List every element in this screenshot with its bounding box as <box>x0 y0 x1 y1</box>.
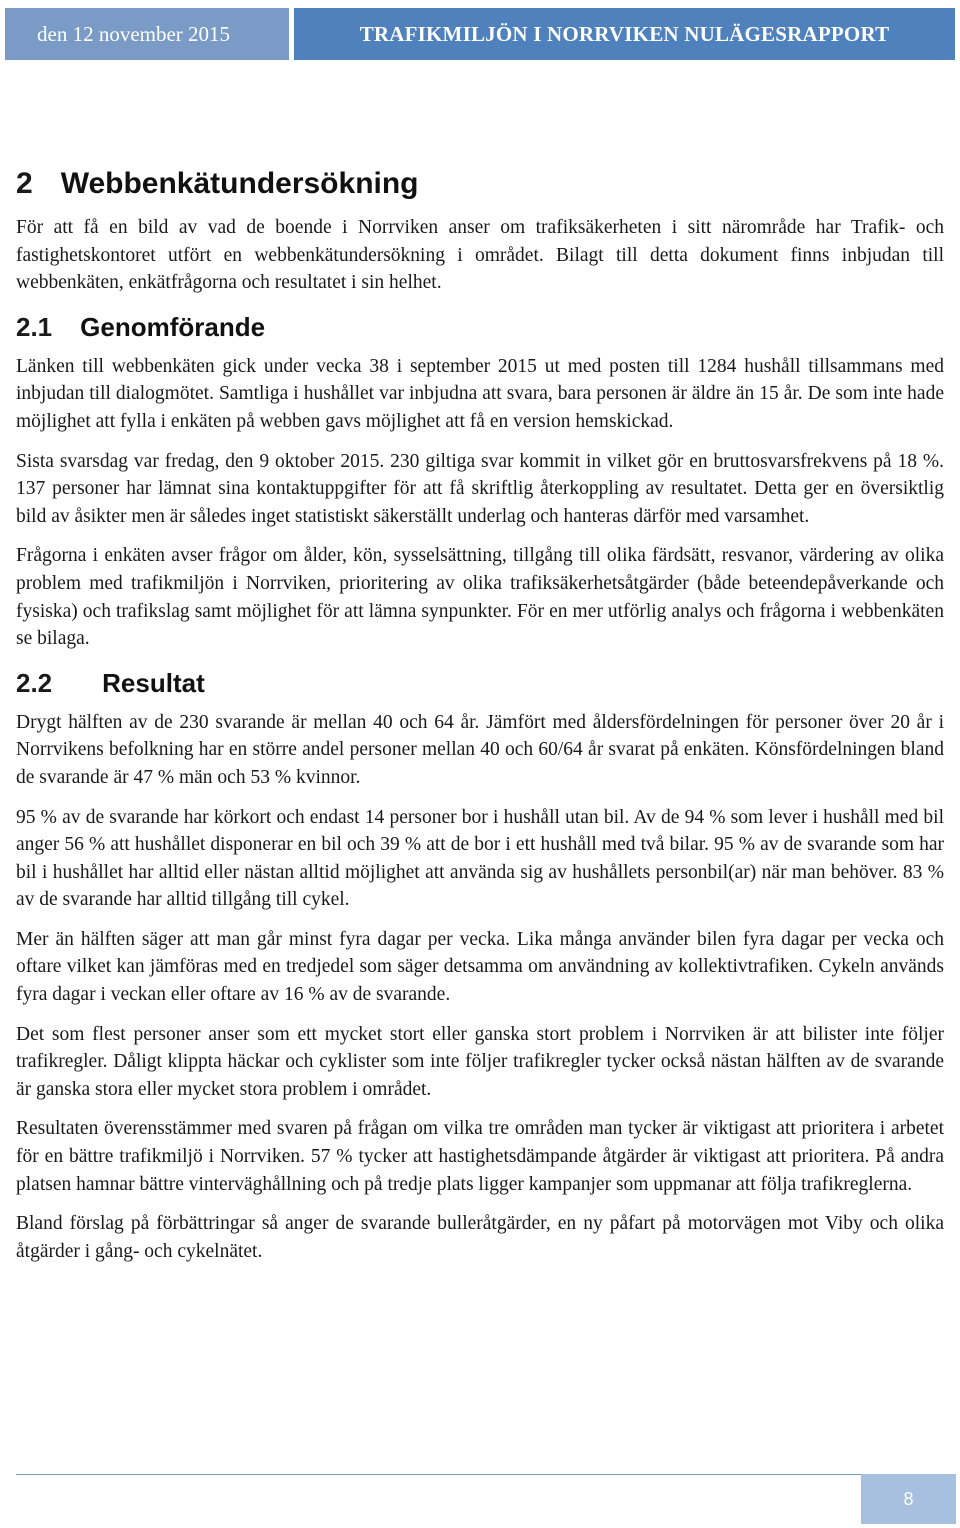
subsection-number: 2.2 <box>16 667 53 698</box>
section-number: 2 <box>16 167 33 200</box>
footer-divider <box>16 1474 956 1475</box>
section-intro-paragraph: För att få en bild av vad de boende i Norrviken anser om trafiksäkerheten i sitt närområde har Trafik- och fastighetskontoret utfört en webbenkätundersökning i området. Bilagt till detta dokument finns inbjudan till webbenkäten, enkätfrågorna och resultatet i sin helhet. <box>16 217 944 294</box>
page-number: 8 <box>861 1474 956 1524</box>
subsection-heading-genomforande <box>16 309 944 345</box>
header-date: den 12 november 2015 <box>5 8 289 60</box>
paragraph: Resultaten överensstämmer med svaren på frågan om vilka tre områden man tycker är viktigast att prioritera i arbetet för en bättre trafikmiljö i Norrviken. 57 % tycker att hastighetsdämpande åtgärder är viktigast att prioritera. På andra platsen hamnar bättre vinterväghållning och på tredje plats ligger kampanjer som uppmanar att följa trafikreglerna. <box>16 1118 944 1195</box>
subsection-number: 2.1 <box>16 311 53 342</box>
paragraph: 95 % av de svarande har körkort och endast 14 personer bor i hushåll utan bil. Av de 94 % som lever i hushåll med bil anger 56 % att hushållet disponerar en bil och 39 % att de bor i ett hushåll med två bilar. 95 % av de svarande som har bil i hushållet har alltid eller nästan alltid möjlighet att använda sig av hushållets personbil(ar) när man behöver. 83 % av de svarande har alltid tillgång till cykel. <box>16 806 944 911</box>
subsection-title: Resultat <box>102 667 205 698</box>
paragraph: Sista svarsdag var fredag, den 9 oktober 2015. 230 giltiga svar kommit in vilket gör en bruttosvarsfrekvens på 18 %. 137 personer har lämnat sina kontaktuppgifter för att få skriftlig återkoppling av resultatet. Detta ger en översiktlig bild av åsikter men är således inget statistiskt säkerställt underlag och hanteras därför med varsamhet. <box>16 450 944 527</box>
subsection-title: Genomförande <box>80 311 266 342</box>
header-title: TRAFIKMILJÖN I NORRVIKEN NULÄGESRAPPORT <box>294 8 955 60</box>
document-body <box>16 164 944 1277</box>
subsection-heading-resultat <box>16 665 944 701</box>
paragraph: Bland förslag på förbättringar så anger de svarande bulleråtgärder, en ny påfart på motorvägen mot Viby och olika åtgärder i gång- och cykelnätet. <box>16 1213 944 1262</box>
paragraph: Det som flest personer anser som ett mycket stort eller ganska stort problem i Norrviken är att bilister inte följer trafikregler. Dåligt klippta häckar och cyklister som inte följer trafikregler tycker också nästan hälften av de svarande är ganska stora eller mycket stora problem i området. <box>16 1023 944 1100</box>
paragraph: Länken till webbenkäten gick under vecka 38 i september 2015 ut med posten till 1284 hushåll tillsammans med inbjudan till dialogmötet. Samtliga i hushållet var inbjudna att svara, bara personen är äldre än 15 år. De som inte hade möjlighet att fylla i enkäten på webben gavs möjlighet att få en version hemskickad. <box>16 355 944 432</box>
paragraph: Frågorna i enkäten avser frågor om ålder, kön, sysselsättning, tillgång till olika färdsätt, resvanor, värdering av olika problem med trafikmiljön i Norrviken, prioritering av olika trafiksäkerhetsåtgärder (både beteendepåverkande och fysiska) och trafikslag samt möjlighet för att lämna synpunkter. För en mer utförlig analys och frågorna i webbenkäten se bilaga. <box>16 545 944 650</box>
paragraph: Drygt hälften av de 230 svarande är mellan 40 och 64 år. Jämfört med åldersfördelningen för personer över 20 år i Norrvikens befolkning har en större andel personer mellan 40 och 60/64 år svarat på enkäten. Könsfördelningen bland de svarande är 47 % män och 53 % kvinnor. <box>16 711 944 788</box>
page-header <box>5 8 955 60</box>
section-title: Webbenkätundersökning <box>60 167 419 200</box>
paragraph: Mer än hälften säger att man går minst fyra dagar per vecka. Lika många använder bilen fyra dagar per vecka och oftare vilket kan jämföras med en tredjedel som säger detsamma om användning av kollektivtrafiken. Cykeln används fyra dagar i veckan eller oftare av 16 % av de svarande. <box>16 928 944 1006</box>
section-heading <box>16 164 944 204</box>
